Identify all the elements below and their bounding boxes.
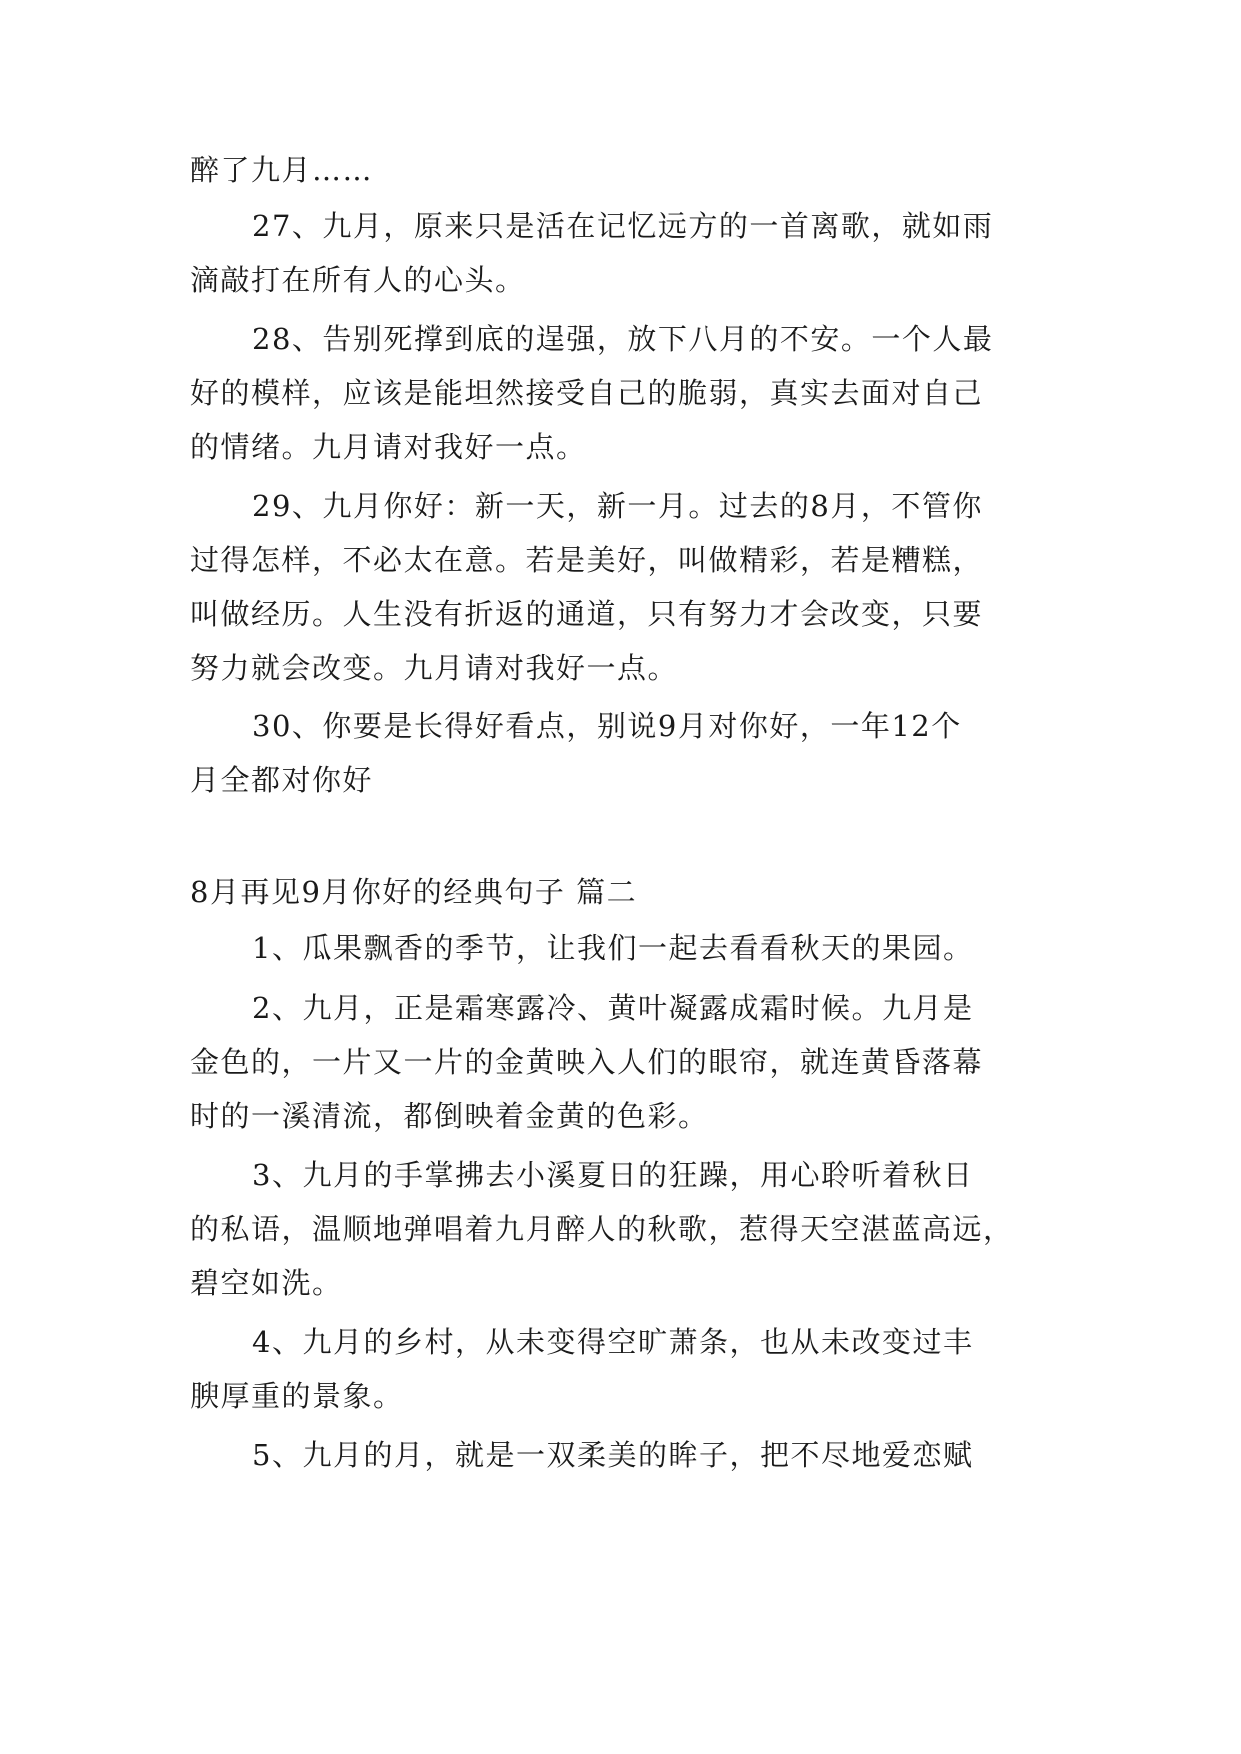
list-item-2-line-3: 时的一溪清流，都倒映着金黄的色彩。 — [190, 1099, 709, 1133]
list-item-29-line-4: 努力就会改变。九月请对我好一点。 — [190, 651, 679, 685]
list-item-29-line-3: 叫做经历。人生没有折返的通道，只有努力才会改变，只要 — [190, 597, 984, 631]
list-item-4-line-1: 4、九月的乡村，从未变得空旷萧条，也从未改变过丰 — [252, 1325, 974, 1359]
list-item-29-line-2: 过得怎样，不必太在意。若是美好，叫做精彩，若是糟糕， — [190, 543, 984, 577]
list-item-30-line-1: 30、你要是长得好看点，别说9月对你好，一年12个 — [252, 709, 962, 743]
paragraph-continuation: 醉了九月…… — [190, 153, 374, 187]
list-item-28-line-3: 的情绪。九月请对我好一点。 — [190, 430, 587, 464]
list-item-28-line-2: 好的模样，应该是能坦然接受自己的脆弱，真实去面对自己 — [190, 376, 984, 410]
list-item-27-line-2: 滴敲打在所有人的心头。 — [190, 263, 526, 297]
section-heading: 8月再见9月你好的经典句子 篇二 — [190, 875, 638, 909]
list-item-3-line-3: 碧空如洗。 — [190, 1266, 343, 1300]
list-item-3-line-2: 的私语，温顺地弹唱着九月醉人的秋歌，惹得天空湛蓝高远， — [190, 1212, 1014, 1246]
list-item-4-line-2: 腴厚重的景象。 — [190, 1379, 404, 1413]
list-item-2-line-1: 2、九月，正是霜寒露冷、黄叶凝露成霜时候。九月是 — [252, 991, 974, 1025]
list-item-28-line-1: 28、告别死撑到底的逞强，放下八月的不安。一个人最 — [252, 322, 994, 356]
list-item-29-line-1: 29、九月你好：新一天，新一月。过去的8月，不管你 — [252, 489, 983, 523]
list-item-2-line-2: 金色的，一片又一片的金黄映入人们的眼帘，就连黄昏落幕 — [190, 1045, 984, 1079]
list-item-5-line-1: 5、九月的月，就是一双柔美的眸子，把不尽地爱恋赋 — [252, 1438, 974, 1472]
list-item-3-line-1: 3、九月的手掌拂去小溪夏日的狂躁，用心聆听着秋日 — [252, 1158, 974, 1192]
list-item-1-line-1: 1、瓜果飘香的季节，让我们一起去看看秋天的果园。 — [252, 931, 974, 965]
list-item-30-line-2: 月全都对你好 — [190, 763, 374, 797]
list-item-27-line-1: 27、九月，原来只是活在记忆远方的一首离歌，就如雨 — [252, 209, 994, 243]
